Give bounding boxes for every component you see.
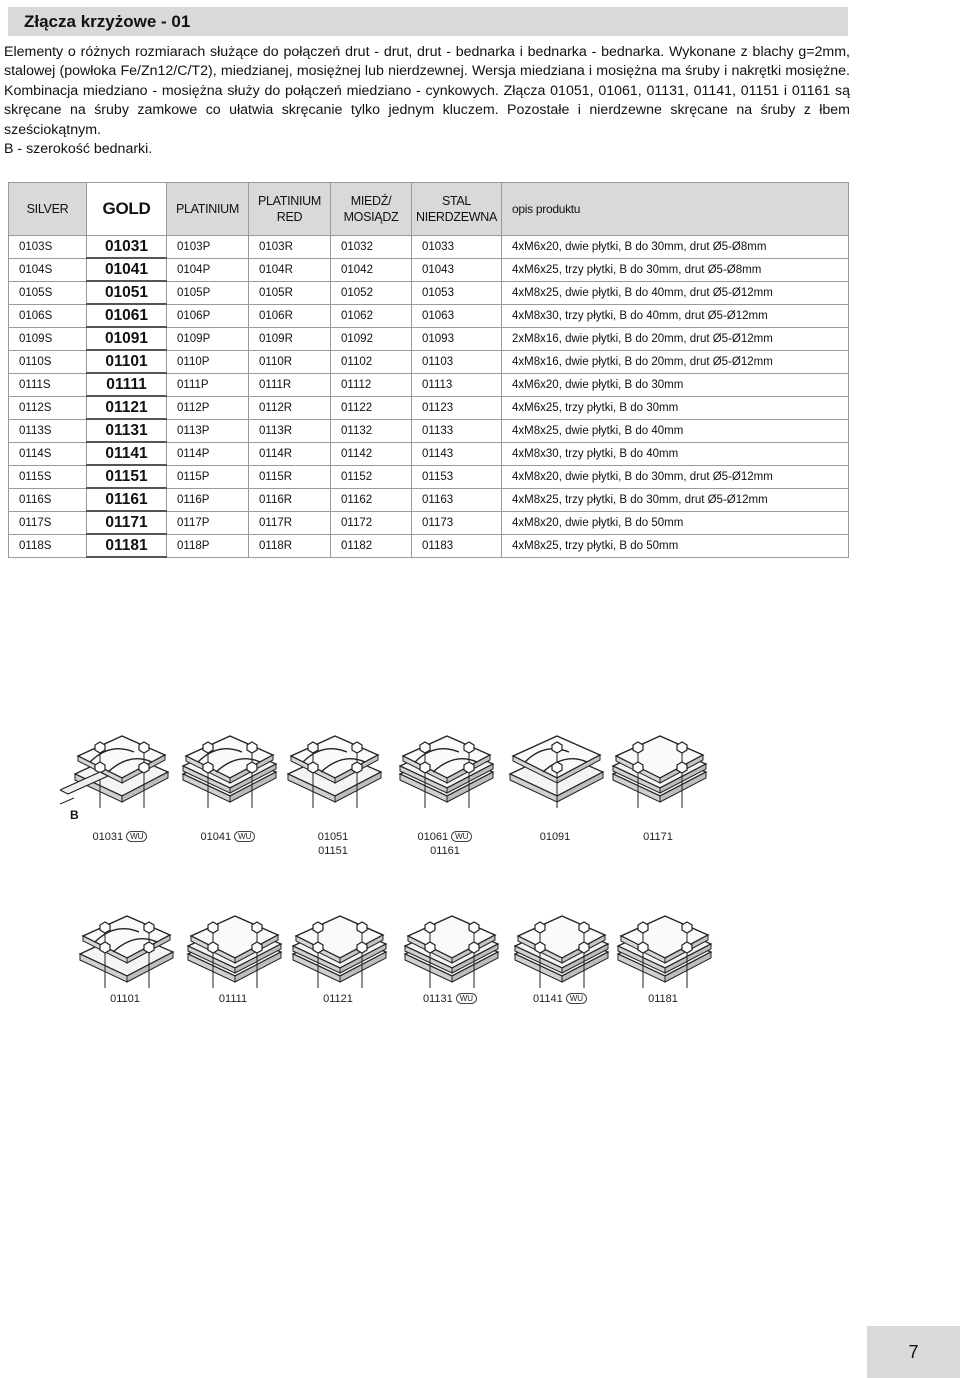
cell-copper-brass: 01052	[331, 281, 412, 304]
product-figure	[385, 712, 505, 862]
cell-stainless: 01093	[412, 327, 502, 350]
cell-silver: 0115S	[9, 465, 87, 488]
product-figure	[65, 892, 185, 1042]
cell-gold: 01091	[87, 327, 167, 350]
col-stainless: STAL NIERDZEWNA	[412, 183, 502, 236]
cell-silver: 0110S	[9, 350, 87, 373]
intro-paragraph: Elementy o różnych rozmiarach służące do połączeń drut - drut, drut - bednarka i bednarka - bednarka. Wykonane z blachy g=2mm, stalowej (powłoka Fe/Zn12/C/T2), miedzianej, mosiężnej lub nierdzewnej. Wersja miedziana i mosiężna ma śruby i nakrętki mosiężne. Kombinacja miedziano - mosiężna służy do połączeń miedziano - cynkowych. Złącza 01051, 01061, 01131, 01141, 01151 i 01161 są skręcane na śruby zamkowe co ułatwia skręcanie tylko jednym kluczem. Pozostałe i nierdzewne skręcane na śruby z łbem sześciokątnym.	[4, 44, 850, 138]
figure-label: 01121	[323, 993, 353, 1005]
cell-description: 4xM8x20, dwie płytki, B do 50mm	[502, 511, 849, 534]
cell-silver: 0106S	[9, 304, 87, 327]
wu-badge: WU	[456, 993, 477, 1004]
cell-gold: 01051	[87, 281, 167, 304]
cell-stainless: 01103	[412, 350, 502, 373]
table-row	[9, 281, 849, 304]
cell-silver: 0118S	[9, 534, 87, 557]
table-row	[9, 258, 849, 281]
cell-gold: 01141	[87, 442, 167, 465]
cell-copper-brass: 01062	[331, 304, 412, 327]
cell-description: 4xM8x25, dwie płytki, B do 40mm, drut Ø5-Ø12mm	[502, 281, 849, 304]
cell-platinium: 0114P	[167, 442, 249, 465]
cell-platinium: 0109P	[167, 327, 249, 350]
cell-stainless: 01053	[412, 281, 502, 304]
cell-copper-brass: 01042	[331, 258, 412, 281]
figure-label: 01101	[110, 993, 140, 1005]
cell-platinium: 0118P	[167, 534, 249, 557]
cell-copper-brass: 01142	[331, 442, 412, 465]
product-figure	[495, 712, 615, 862]
cell-gold: 01121	[87, 396, 167, 419]
cell-platinium-red: 0106R	[249, 304, 331, 327]
cell-description: 4xM8x25, dwie płytki, B do 40mm	[502, 419, 849, 442]
cell-gold: 01031	[87, 236, 167, 259]
cell-copper-brass: 01162	[331, 488, 412, 511]
width-marker-b: B	[70, 808, 79, 822]
cell-platinium-red: 0110R	[249, 350, 331, 373]
cell-silver: 0111S	[9, 373, 87, 396]
product-figure	[60, 712, 180, 862]
table-row	[9, 373, 849, 396]
figure-label: 01141 WU	[500, 992, 620, 1006]
wu-badge: WU	[451, 831, 472, 842]
cell-stainless: 01183	[412, 534, 502, 557]
cell-stainless: 01133	[412, 419, 502, 442]
cell-platinium: 0111P	[167, 373, 249, 396]
table-row	[9, 465, 849, 488]
table-row	[9, 350, 849, 373]
cell-stainless: 01033	[412, 236, 502, 259]
cell-copper-brass: 01092	[331, 327, 412, 350]
figure-label: 01061 WU 01161	[385, 830, 505, 858]
figure-label: 01181	[648, 993, 678, 1005]
cell-stainless: 01113	[412, 373, 502, 396]
cell-gold: 01041	[87, 258, 167, 281]
figure-label: 01091	[539, 831, 571, 843]
product-table	[8, 182, 849, 558]
cell-description: 4xM6x20, dwie płytki, B do 30mm	[502, 373, 849, 396]
col-description: opis produktu	[502, 183, 849, 236]
wu-badge: WU	[566, 993, 587, 1004]
figure-label: 01131 WU	[390, 992, 510, 1006]
col-platinium: PLATINIUM	[167, 183, 249, 236]
table-row	[9, 442, 849, 465]
cell-copper-brass: 01102	[331, 350, 412, 373]
product-figure	[390, 892, 510, 1042]
col-copper-brass: MIEDŹ/ MOSIĄDZ	[331, 183, 412, 236]
cell-platinium-red: 0114R	[249, 442, 331, 465]
intro-text	[4, 43, 850, 159]
cell-description: 4xM8x30, trzy płytki, B do 40mm, drut Ø5-Ø12mm	[502, 304, 849, 327]
cell-stainless: 01043	[412, 258, 502, 281]
cell-platinium-red: 0112R	[249, 396, 331, 419]
cell-gold: 01151	[87, 465, 167, 488]
figure-label: 01051 01151	[317, 831, 349, 857]
cell-silver: 0117S	[9, 511, 87, 534]
cell-platinium-red: 0118R	[249, 534, 331, 557]
cell-description: 2xM8x16, dwie płytki, B do 20mm, drut Ø5-Ø12mm	[502, 327, 849, 350]
cell-description: 4xM8x25, trzy płytki, B do 50mm	[502, 534, 849, 557]
cell-description: 4xM8x20, dwie płytki, B do 30mm, drut Ø5-Ø12mm	[502, 465, 849, 488]
table-row	[9, 304, 849, 327]
wu-badge: WU	[126, 831, 147, 842]
cell-copper-brass: 01032	[331, 236, 412, 259]
cell-silver: 0103S	[9, 236, 87, 259]
cell-gold: 01171	[87, 511, 167, 534]
cell-copper-brass: 01172	[331, 511, 412, 534]
table-row	[9, 488, 849, 511]
col-platinium-red: PLATINIUM RED	[249, 183, 331, 236]
cell-platinium: 0115P	[167, 465, 249, 488]
table-header-row	[9, 183, 849, 236]
cell-platinium: 0105P	[167, 281, 249, 304]
cell-silver: 0112S	[9, 396, 87, 419]
cell-platinium: 0113P	[167, 419, 249, 442]
wu-badge: WU	[234, 831, 255, 842]
cell-description: 4xM8x16, dwie płytki, B do 20mm, drut Ø5-Ø12mm	[502, 350, 849, 373]
cell-description: 4xM6x20, dwie płytki, B do 30mm, drut Ø5-Ø8mm	[502, 236, 849, 259]
table-row	[9, 534, 849, 557]
cell-silver: 0114S	[9, 442, 87, 465]
cell-silver: 0105S	[9, 281, 87, 304]
table-row	[9, 511, 849, 534]
table-row	[9, 419, 849, 442]
table-row	[9, 327, 849, 350]
cell-platinium-red: 0116R	[249, 488, 331, 511]
cell-platinium: 0106P	[167, 304, 249, 327]
cell-copper-brass: 01152	[331, 465, 412, 488]
product-figures	[30, 712, 830, 1052]
cell-platinium: 0104P	[167, 258, 249, 281]
cell-platinium-red: 0109R	[249, 327, 331, 350]
figure-label: 01041 WU	[168, 830, 288, 844]
cell-silver: 0116S	[9, 488, 87, 511]
product-figure	[278, 892, 398, 1042]
product-figure	[173, 892, 293, 1042]
product-figure	[603, 892, 723, 1042]
cell-platinium-red: 0113R	[249, 419, 331, 442]
figure-label: 01031 WU	[60, 830, 180, 844]
cell-platinium: 0117P	[167, 511, 249, 534]
cell-platinium-red: 0105R	[249, 281, 331, 304]
cell-gold: 01131	[87, 419, 167, 442]
cell-silver: 0109S	[9, 327, 87, 350]
cell-platinium-red: 0104R	[249, 258, 331, 281]
product-figure	[273, 712, 393, 862]
cell-platinium-red: 0103R	[249, 236, 331, 259]
cell-platinium-red: 0115R	[249, 465, 331, 488]
table-row	[9, 396, 849, 419]
cell-platinium: 0110P	[167, 350, 249, 373]
cell-stainless: 01123	[412, 396, 502, 419]
product-figure	[168, 712, 288, 862]
cell-stainless: 01153	[412, 465, 502, 488]
cell-description: 4xM8x30, trzy płytki, B do 40mm	[502, 442, 849, 465]
col-silver: SILVER	[9, 183, 87, 236]
cell-copper-brass: 01122	[331, 396, 412, 419]
table-row	[9, 236, 849, 259]
cell-stainless: 01163	[412, 488, 502, 511]
cell-stainless: 01173	[412, 511, 502, 534]
cell-platinium-red: 0117R	[249, 511, 331, 534]
cell-description: 4xM6x25, trzy płytki, B do 30mm	[502, 396, 849, 419]
cell-stainless: 01063	[412, 304, 502, 327]
cell-silver: 0104S	[9, 258, 87, 281]
col-gold: GOLD	[87, 183, 167, 236]
cell-copper-brass: 01112	[331, 373, 412, 396]
page-title: Złącza krzyżowe - 01	[8, 7, 848, 36]
cell-stainless: 01143	[412, 442, 502, 465]
cell-platinium: 0103P	[167, 236, 249, 259]
cell-description: 4xM8x25, trzy płytki, B do 30mm, drut Ø5-Ø12mm	[502, 488, 849, 511]
page-number: 7	[867, 1326, 960, 1378]
cell-copper-brass: 01182	[331, 534, 412, 557]
product-figure	[500, 892, 620, 1042]
cell-gold: 01181	[87, 534, 167, 557]
cell-gold: 01111	[87, 373, 167, 396]
cell-gold: 01061	[87, 304, 167, 327]
cell-platinium: 0112P	[167, 396, 249, 419]
figure-label: 01171	[643, 831, 673, 843]
intro-note: B - szerokość bednarki.	[4, 141, 153, 158]
figure-label: 01111	[218, 993, 248, 1005]
product-figure	[598, 712, 718, 862]
cell-gold: 01101	[87, 350, 167, 373]
cell-silver: 0113S	[9, 419, 87, 442]
cell-copper-brass: 01132	[331, 419, 412, 442]
cell-description: 4xM6x25, trzy płytki, B do 30mm, drut Ø5-Ø8mm	[502, 258, 849, 281]
cell-gold: 01161	[87, 488, 167, 511]
cell-platinium: 0116P	[167, 488, 249, 511]
cell-platinium-red: 0111R	[249, 373, 331, 396]
